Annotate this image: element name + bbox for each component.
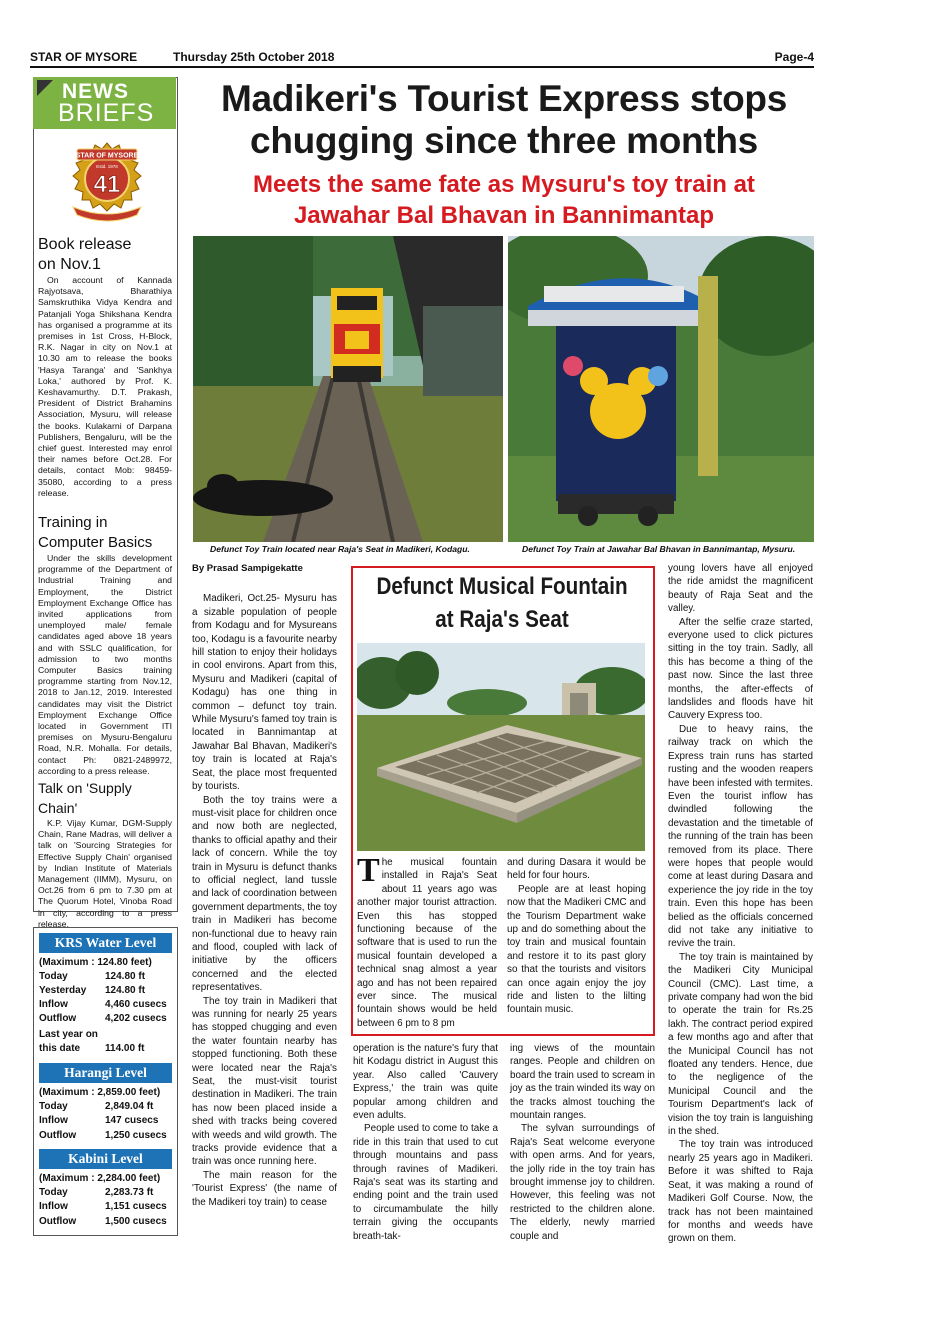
fountain-paragraph: People are at least hoping now that the Madikeri CMC and the Tourism Department wake up and do something about the toy train and musical fountain and restore it to its past glory so that the tourists and visitors can once again enjoy the joy ride and listen to the lilting fountain music.: [507, 883, 646, 1016]
photo-caption-left: Defunct Toy Train located near Raja's Seat in Madikeri, Kodagu.: [210, 544, 470, 554]
article-column-4: [668, 562, 813, 1246]
madikeri-toy-train-photo: [193, 236, 503, 542]
wl-label: Today: [39, 971, 68, 982]
brief-training: [38, 513, 172, 777]
wl-label: Inflow: [39, 1115, 68, 1126]
wl-label: (Maximum : 124.80 feet): [39, 957, 152, 968]
wl-label: Last year on: [39, 1029, 98, 1040]
musical-fountain-photo: [357, 643, 645, 851]
wl-label: Outflow: [39, 1216, 77, 1227]
article-paragraph: Madikeri, Oct.25- Mysuru has a sizable population of people from Kodagu and for Mysureans too, Kodagu is a favourite nearby hill station to enjoy their holidays in cool environs. Apart from this, Mysuru and Madikeri (capital of Kodagu) has one thing in common – defunct toy train. While Mysuru's famed toy train is located in Bannimantap at Jawahar Bal Bhavan, Madikeri's toy train is located at Raja's Seat, the place most frequented by tourists.: [192, 593, 337, 793]
subheadline-line: Meets the same fate as Mysuru's toy train at: [253, 171, 755, 198]
wl-value: 1,250 cusecs: [105, 1130, 167, 1141]
subheadline-line: Jawahar Bal Bhavan in Bannimantap: [293, 202, 715, 229]
kabini-heading: Kabini Level: [39, 1149, 172, 1169]
fountain-title-line: Defunct Musical Fountain: [376, 573, 628, 600]
anniversary-seal-logo: [67, 137, 147, 225]
brief-body: On account of Kannada Rajyotsava, Bharathiya Samskruthika Vidya Kendra and Patanjali Yoga Shikshana Kendra has organised a programme at its premises in 1st Cross, H-Block, R.K. Nagar in city on Nov.1 at 10.30 am to release the books 'Hasya Taranga' and 'Sankhya Loka,' authored by Prof. K. Keshavamurthy. D.T. Prakash, President of District Brahamins Association, Mysuru, will release the books. Kulakarni of Darpana Publishers, Bengaluru, will be the chief guest. Interested may enrol their names before Oct.28. For details, contact Mob: 98459-35080, according to a press release.: [38, 275, 172, 498]
headline: [185, 78, 823, 162]
fountain-paragraph-text: he musical fountain installed in Raja's Seat about 11 years ago was another major tourist attraction. Even this has stopped functioning because of the software that is used to run the musical fountain developed a technical snag almost a year ago and has not been repaired ever since. The musical fountain shows would be held between 6 pm to 8 pm: [357, 857, 497, 1029]
article-paragraph: young lovers have all enjoyed the ride amidst the magnificent beauty of Raja Seat and the valley.: [668, 563, 813, 615]
article-paragraph: operation is the nature's fury that hit Kodagu district in August this year. Also called 'Cauvery Express,' the train was quite popular among children and even adults.: [353, 1043, 498, 1122]
article-column-1: [192, 562, 337, 1209]
brief-title: on Nov.1: [38, 256, 101, 273]
article-paragraph: People used to come to take a ride in this train that used to cut through mountains and pass through ravines of Madikeri. Raja's seat was its starting and ending point and the train used to circumambulate the hilly terrain giving the occupants breath-tak-: [353, 1123, 498, 1242]
wl-value: 147 cusecs: [105, 1115, 159, 1126]
masthead: [30, 48, 814, 68]
wl-label: Inflow: [39, 999, 68, 1010]
byline: By Prasad Sampigekatte: [192, 563, 303, 574]
article-paragraph: The toy train in Madikeri that was running for nearly 25 years has stopped chugging and even the water fountain nearby has stopped functioning. Both these were located near the Raja's Seat, the must-visit tourist destination in Madikeri. The train has now been placed inside a shed with tracks being covered with weeds and wild growth. The tracks provide evidence that a train was once running here.: [192, 995, 337, 1168]
wl-label: (Maximum : 2,859.00 feet): [39, 1087, 161, 1098]
briefs-label: BRIEFS: [58, 99, 155, 127]
subheadline: [185, 169, 823, 231]
wl-value: 1,500 cusecs: [105, 1216, 167, 1227]
wl-value: 114.00 ft: [105, 1043, 145, 1054]
wl-label: Outflow: [39, 1013, 77, 1024]
news-label: NEWS: [62, 80, 129, 103]
brief-book-release: [38, 235, 172, 499]
headline-line: Madikeri's Tourist Express stops: [220, 78, 788, 119]
brief-supply-chain: [38, 778, 172, 930]
fountain-paragraph: and during Dasara it would be held for four hours.: [507, 857, 646, 882]
seal-number: 41: [93, 171, 121, 198]
page-number: Page-4: [774, 50, 814, 64]
water-levels-box: [33, 927, 178, 1236]
wl-label: this date: [39, 1043, 81, 1054]
brief-title: Book release: [38, 236, 132, 253]
paper-name: STAR OF MYSORE: [30, 50, 138, 64]
wl-label: Inflow: [39, 1201, 68, 1212]
wl-label: (Maximum : 2,284.00 feet): [39, 1173, 161, 1184]
fountain-paragraph: [357, 852, 497, 1030]
wl-value: 2,849.04 ft: [105, 1101, 154, 1112]
article-column-2: [353, 1042, 498, 1243]
brief-title: Talk on 'Supply Chain': [38, 780, 132, 816]
article-paragraph: The toy train was introduced nearly 25 years ago in Madikeri. Before it was shifted to Raja Seat, it was making a round of Madikeri Golf Course. Now, the track has not been maintained for months and weeds have grown on them.: [668, 1139, 813, 1245]
brief-title: Training in: [38, 514, 108, 531]
seal-top-text: STAR OF MYSORE: [75, 152, 139, 160]
article-paragraph: Due to heavy rains, the railway track on which the Express train runs has started rusting and the wooden reapers have been infested with termites. Even the tourist inflow has dwindled following the devastation and the timetable of the running of the train has been removed from its place. There were hopes that people would come at least during Dasara and experience the joy ride in the toy train. Even this hope has been belied as the officials concerned did not take any initiative to revive the train.: [668, 723, 813, 950]
wl-label: Outflow: [39, 1130, 77, 1141]
article-paragraph: The sylvan surroundings of Raja's Seat welcome everyone with open arms. And for years, the jolly ride in the toy train has brought immense joy to children. However, this feeling was not restricted to the children alone. The elderly, newly married couple and: [510, 1123, 655, 1242]
article-paragraph: The main reason for the 'Tourist Express' (the name of the Madikeri toy train) to cease: [192, 1169, 337, 1208]
photo-caption-right: Defunct Toy Train at Jawahar Bal Bhavan in Bannimantap, Mysuru.: [522, 544, 796, 554]
krs-heading: KRS Water Level: [39, 933, 172, 953]
article-paragraph: After the selfie craze started, everyone used to click pictures sitting in the toy train. Sadly, all this has become a thing of the past now. Since the last three months, the after-effects of landslides and floods have hit Cauvery Express too.: [668, 616, 813, 722]
article-paragraph: The toy train is maintained by the Madikeri City Municipal Council (CMC). Last time, a private company had won the bid to operate the train for Rs.25 lakh. The contract period expired a few months ago and after that the Municipal Council has not floated any tenders. Hence, due to the negligence of the Municipal Council and the Tourism Department's lack of vision the toy train is languishing in the shed.: [668, 951, 813, 1138]
seal-estd-text: Estd. 1978: [96, 164, 118, 169]
harangi-heading: Harangi Level: [39, 1063, 172, 1083]
article-paragraph: ing views of the mountain ranges. People and children on board the train used to scream in joy as the train winded its way on the tracks almost touching the mountain ranges.: [510, 1043, 655, 1122]
issue-date: Thursday 25th October 2018: [173, 50, 335, 64]
fountain-title-line: at Raja's Seat: [435, 606, 569, 633]
fountain-text-right: [507, 856, 646, 1017]
article-paragraph: Both the toy trains were a must-visit place for children once and now both are neglected, thanks to official apathy and their lack of concern. While the toy train in Mysuru is defunct thanks to official neglect, land tussle and lack of coordination between government departments, the toy train in Madikeri has become non-functional due to heavy rain and flood, coupled with lack of initiative by the officers concerned and the elected representatives.: [192, 794, 337, 994]
fountain-text-left: [357, 852, 497, 1030]
brief-title: Computer Basics: [38, 534, 153, 551]
drop-cap: T: [357, 852, 380, 889]
wl-value: 124.80 ft: [105, 985, 146, 996]
corner-triangle-icon: [37, 80, 53, 96]
brief-body: K.P. Vijay Kumar, DGM-Supply Chain, Rane Madras, will deliver a talk on 'Sourcing Strategies for Effective Supply Chain' organised by Indian Institute of Materials Management (IIMM), Mysuru, on Oct.26 from 6 pm to 7.30 pm at The Quorum Hotel, Vinoba Road in city, according to a press release.: [38, 818, 172, 929]
fountain-box-title: [376, 570, 627, 636]
wl-value: 124.80 ft: [105, 971, 146, 982]
brief-body: Under the skills development programme of the Department of Industrial Training and Employment, the District Employment Exchange Office has invited applications from unemployed male/ female candidates aged above 18 years and with SSLC qualification, for admission to two months Computer Basics training programme starting from Nov.12, 2018 to Jan.12, 2019. Interested candidates may visit the District Employment Exchange Office located in Government ITI premises on Mysuru-Bengaluru Road, N.R. Mohalla. For details, contact Ph: 0821-2489972, according to a press release.: [38, 553, 172, 776]
wl-label: Yesterday: [39, 985, 87, 996]
article-column-3: [510, 1042, 655, 1243]
wl-value: 4,460 cusecs: [105, 999, 167, 1010]
wl-value: 4,202 cusecs: [105, 1013, 167, 1024]
wl-value: 1,151 cusecs: [105, 1201, 167, 1212]
wl-value: 2,283.73 ft: [105, 1187, 154, 1198]
mysuru-toy-train-photo: [508, 236, 814, 542]
wl-label: Today: [39, 1101, 68, 1112]
headline-line: chugging since three months: [250, 120, 758, 161]
wl-label: Today: [39, 1187, 68, 1198]
